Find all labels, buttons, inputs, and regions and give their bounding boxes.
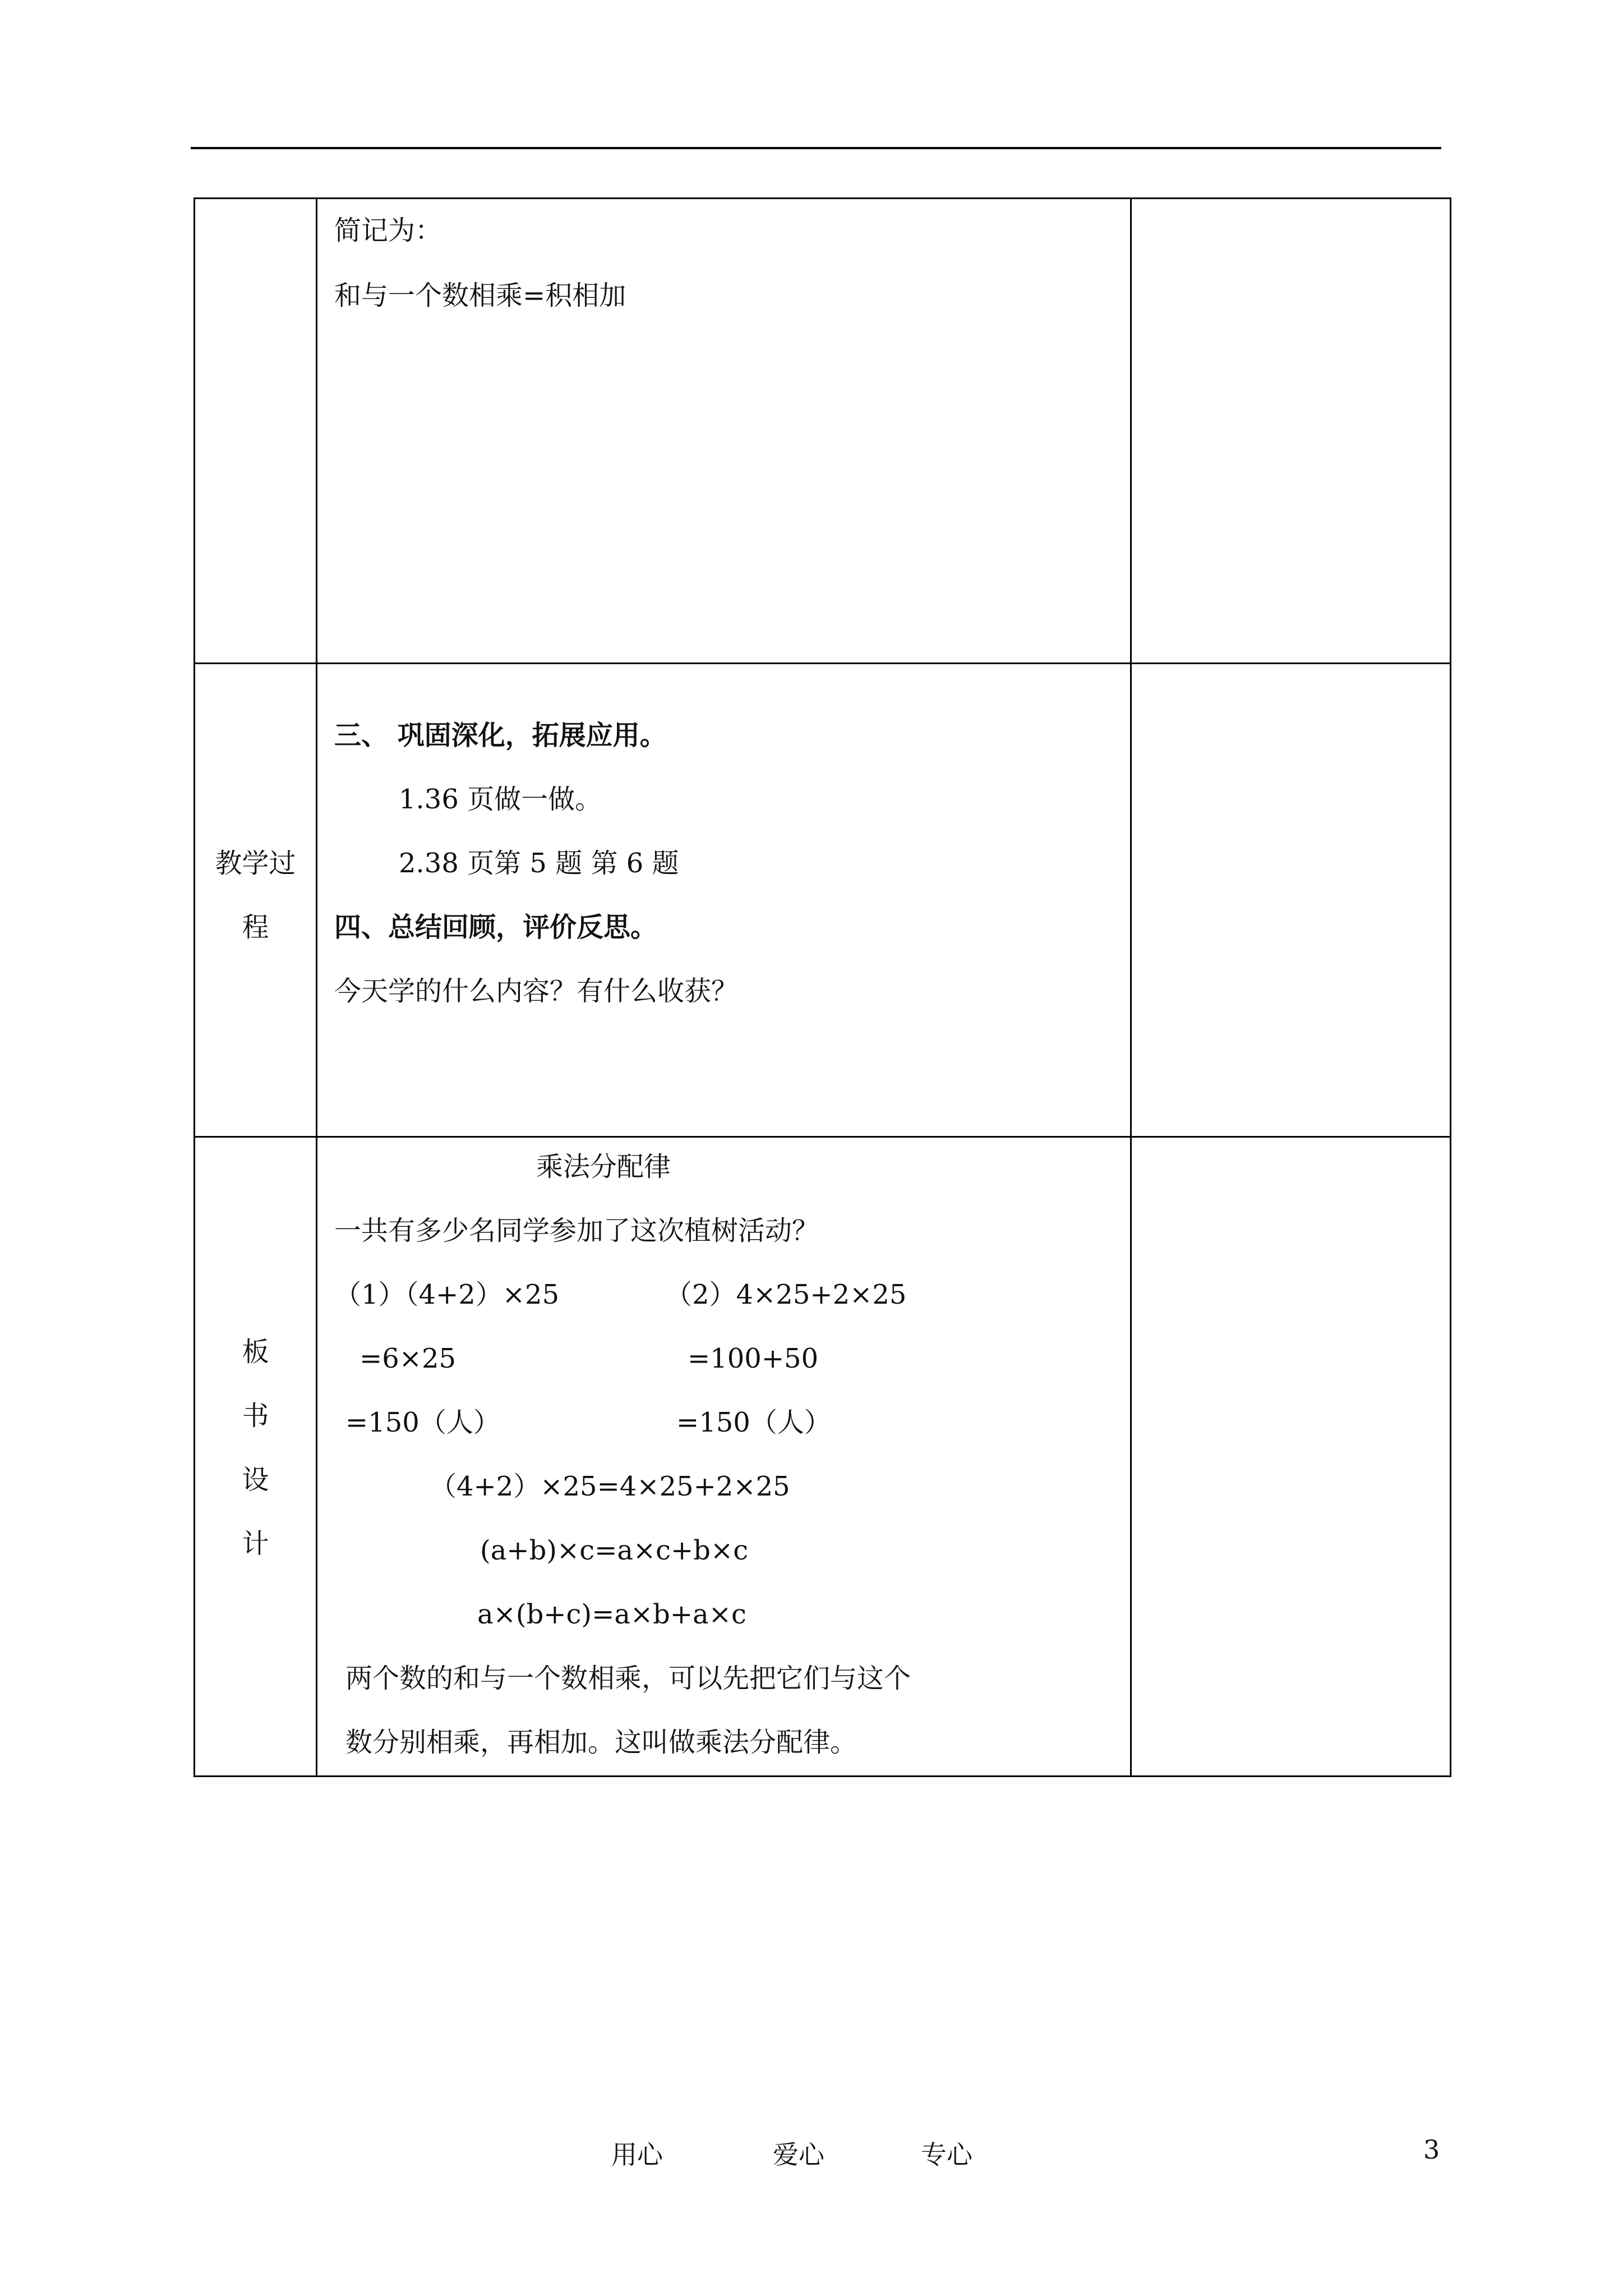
summary-rule: 和与一个数相乘=积相加 [334, 280, 626, 311]
table-row-board-design [195, 1137, 1451, 1777]
board-equation: （4+2）×25=4×25+2×25 [430, 1471, 790, 1502]
row2-label-cell [195, 664, 317, 1137]
board-design-label-1: 板 [242, 1336, 269, 1368]
section-four-heading: 四、总结回顾，评价反思。 [334, 912, 658, 943]
exercise-item-2: 2.38 页第 5 题 第 6 题 [399, 848, 679, 879]
law-statement-line-1: 两个数的和与一个数相乘，可以先把它们与这个 [345, 1663, 911, 1694]
method2-step3: =150（人） [676, 1407, 831, 1438]
row1-content-cell [317, 199, 1131, 664]
row3-notes-cell [1131, 1137, 1451, 1777]
header-rule [191, 147, 1441, 149]
row3-content-cell [317, 1137, 1131, 1777]
row1-notes-cell [1131, 199, 1451, 664]
row3-label-cell [195, 1137, 317, 1777]
row1-label-cell [195, 199, 317, 664]
teaching-process-label-2: 程 [242, 912, 269, 943]
law-statement-line-2: 数分别相乘，再相加。这叫做乘法分配律。 [345, 1727, 857, 1758]
footer-motto-middle: 爱心 [773, 2139, 824, 2170]
lesson-plan-table [193, 197, 1451, 1777]
footer-motto-right: 专心 [921, 2139, 972, 2170]
table-row-teaching-process [195, 664, 1451, 1137]
reflection-question: 今天学的什么内容？有什么收获？ [334, 976, 739, 1007]
exercise-item-1: 1.36 页做一做。 [399, 784, 602, 815]
distributive-formula-2: a×(b+c)=a×b+a×c [477, 1599, 746, 1630]
method1-step2: =6×25 [359, 1343, 457, 1374]
row2-notes-cell [1131, 664, 1451, 1137]
summary-heading: 简记为： [334, 215, 442, 246]
board-title: 乘法分配律 [536, 1151, 671, 1182]
page-number: 3 [1423, 2134, 1440, 2165]
section-three-heading: 三、 巩固深化，拓展应用。 [334, 720, 667, 751]
board-design-label-4: 计 [242, 1528, 269, 1559]
method1-step1: （1）（4+2）×25 [334, 1279, 560, 1310]
method2-step1: （2）4×25+2×25 [665, 1279, 907, 1310]
footer-motto-left: 用心 [611, 2139, 663, 2170]
method1-step3: =150（人） [345, 1407, 500, 1438]
distributive-formula-1: (a+b)×c=a×c+b×c [480, 1535, 749, 1566]
board-design-label-2: 书 [242, 1400, 269, 1432]
board-question: 一共有多少名同学参加了这次植树活动？ [334, 1215, 819, 1246]
table-row-summary [195, 199, 1451, 664]
row2-content-cell [317, 664, 1131, 1137]
board-design-label-3: 设 [242, 1464, 269, 1496]
teaching-process-label-1: 教学过 [215, 848, 296, 879]
method2-step2: =100+50 [688, 1343, 819, 1374]
